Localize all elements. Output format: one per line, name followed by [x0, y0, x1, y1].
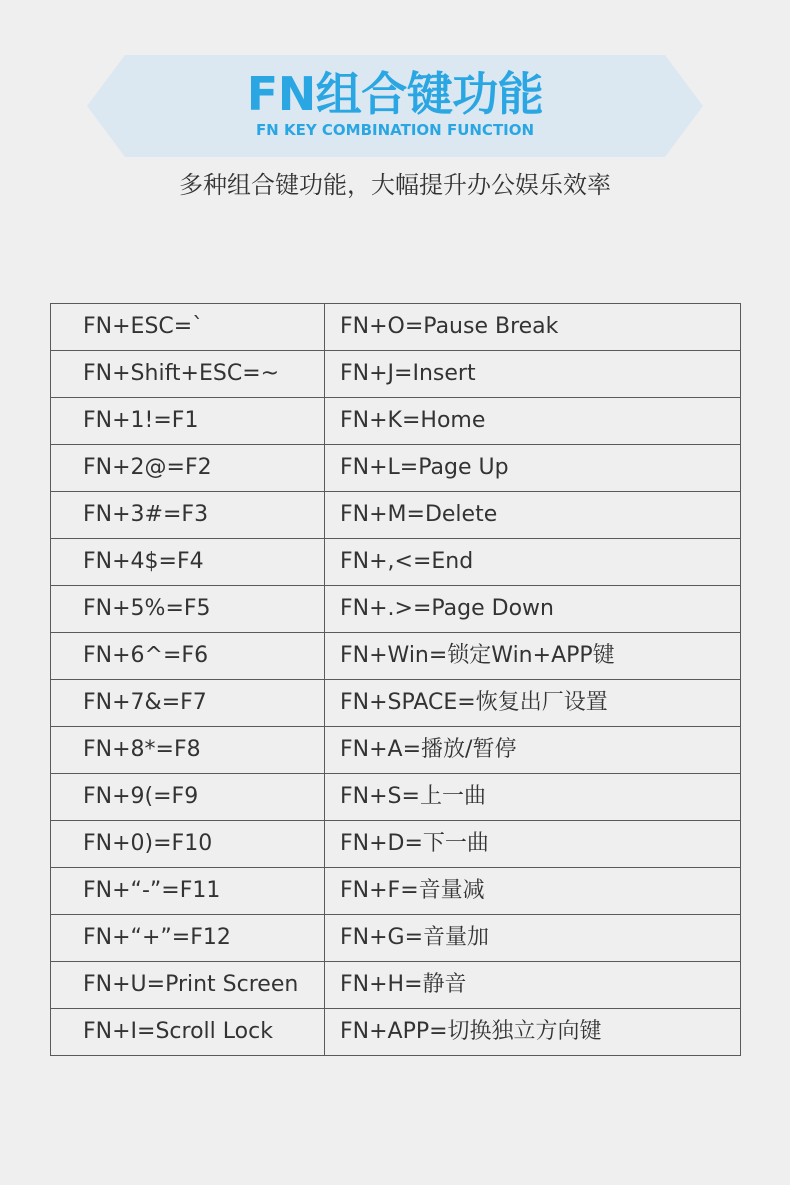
table-cell-right: FN+SPACE=恢复出厂设置: [325, 680, 741, 727]
table-row: [51, 680, 741, 727]
table-row: [51, 445, 741, 492]
table-cell-right: FN+J=Insert: [325, 351, 741, 398]
table-cell-right: FN+,<=End: [325, 539, 741, 586]
table-cell-left: FN+6^=F6: [51, 633, 325, 680]
table-cell-left: FN+U=Print Screen: [51, 962, 325, 1009]
table-cell-right: FN+K=Home: [325, 398, 741, 445]
table-cell-left: FN+4$=F4: [51, 539, 325, 586]
table-cell-left: FN+8*=F8: [51, 727, 325, 774]
page-subtitle: FN KEY COMBINATION FUNCTION: [255, 121, 535, 139]
table-row: [51, 398, 741, 445]
table-cell-left: FN+“+”=F12: [51, 915, 325, 962]
table-row: [51, 774, 741, 821]
table-row: [51, 304, 741, 351]
table-row: [51, 821, 741, 868]
table-cell-right: FN+Win=锁定Win+APP键: [325, 633, 741, 680]
table-cell-left: FN+“-”=F11: [51, 868, 325, 915]
table-cell-right: FN+L=Page Up: [325, 445, 741, 492]
fn-key-table: [50, 303, 741, 1056]
table-cell-left: FN+5%=F5: [51, 586, 325, 633]
tagline: 多种组合键功能，大幅提升办公娱乐效率: [179, 171, 611, 199]
table-cell-left: FN+3#=F3: [51, 492, 325, 539]
table-cell-right: FN+G=音量加: [325, 915, 741, 962]
table-row: [51, 539, 741, 586]
table-cell-left: FN+9(=F9: [51, 774, 325, 821]
table-cell-left: FN+ESC=`: [51, 304, 325, 351]
page-title: FN组合键功能: [246, 67, 544, 121]
table-row: [51, 915, 741, 962]
table-cell-right: FN+A=播放/暂停: [325, 727, 741, 774]
table-cell-right: FN+D=下一曲: [325, 821, 741, 868]
table-cell-right: FN+.>=Page Down: [325, 586, 741, 633]
table-cell-right: FN+APP=切换独立方向键: [325, 1009, 741, 1056]
table-cell-right: FN+F=音量减: [325, 868, 741, 915]
table-cell-left: FN+7&=F7: [51, 680, 325, 727]
table-cell-left: FN+Shift+ESC=~: [51, 351, 325, 398]
table-cell-right: FN+S=上一曲: [325, 774, 741, 821]
table-cell-left: FN+0)=F10: [51, 821, 325, 868]
table-cell-right: FN+M=Delete: [325, 492, 741, 539]
table-cell-left: FN+2@=F2: [51, 445, 325, 492]
table-row: [51, 1009, 741, 1056]
table-row: [51, 868, 741, 915]
table-cell-right: FN+H=静音: [325, 962, 741, 1009]
table-row: [51, 633, 741, 680]
table-cell-left: FN+I=Scroll Lock: [51, 1009, 325, 1056]
table-row: [51, 492, 741, 539]
table-row: [51, 351, 741, 398]
table-cell-left: FN+1!=F1: [51, 398, 325, 445]
table-row: [51, 727, 741, 774]
table-row: [51, 586, 741, 633]
table-row: [51, 962, 741, 1009]
table-cell-right: FN+O=Pause Break: [325, 304, 741, 351]
